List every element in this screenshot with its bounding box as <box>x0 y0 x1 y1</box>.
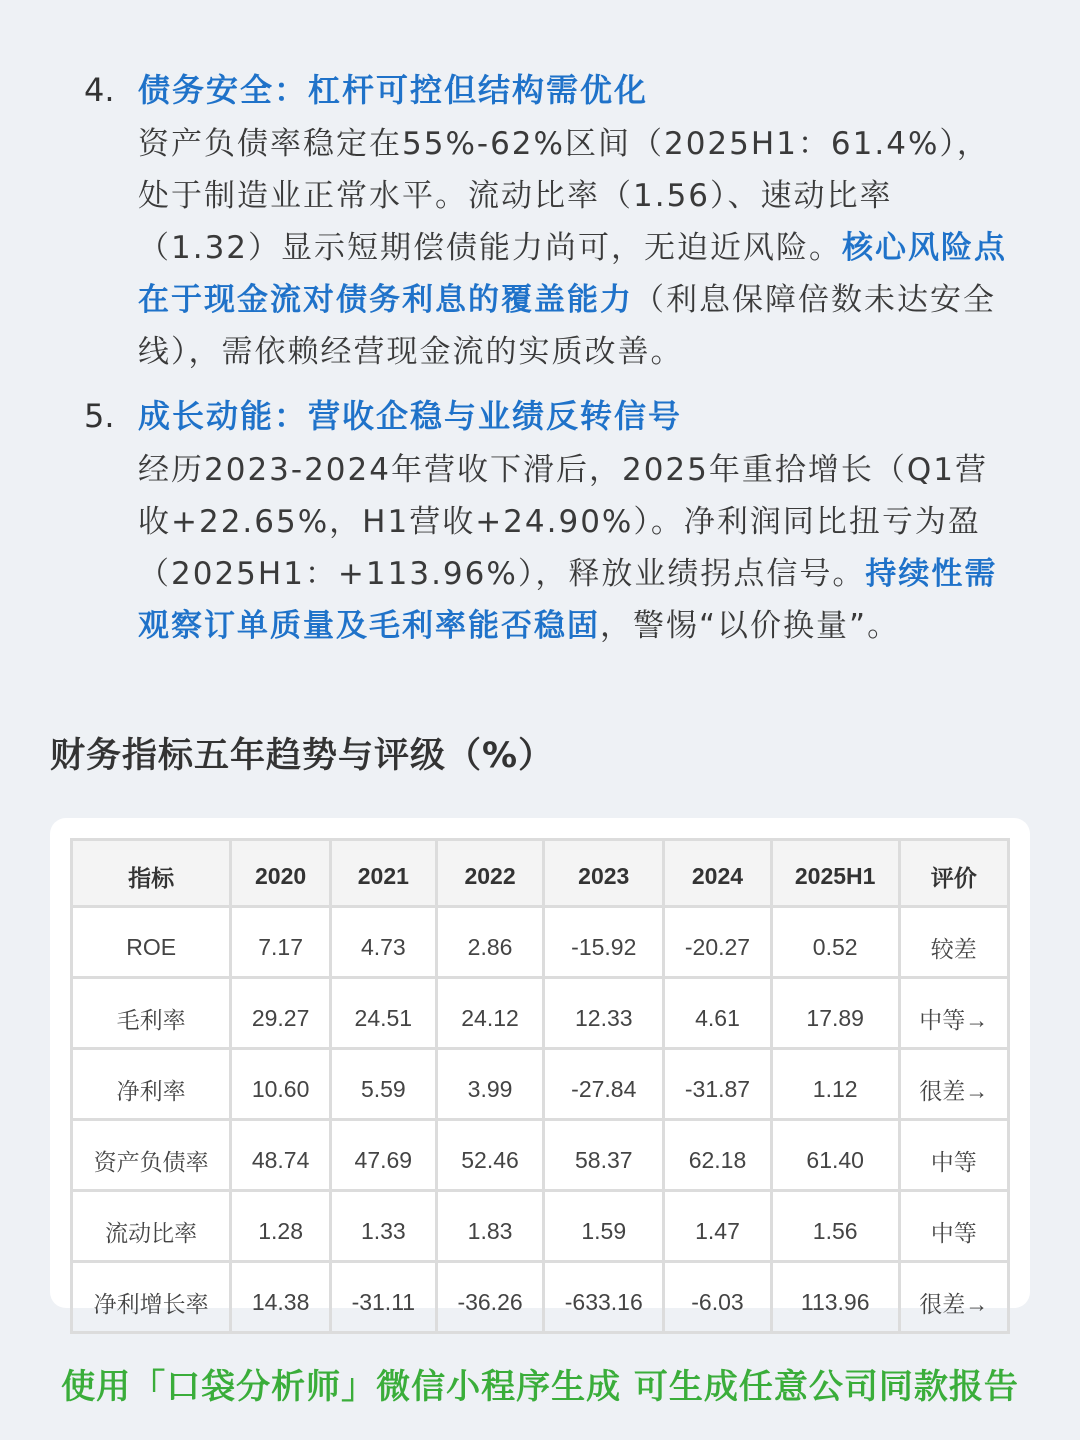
table-cell: 很差→ <box>899 1262 1008 1333</box>
table-cell: -31.11 <box>330 1262 436 1333</box>
table-cell: 14.38 <box>231 1262 331 1333</box>
header-cell: 指标 <box>72 840 231 907</box>
table-cell: 很差→ <box>899 1049 1008 1120</box>
table-cell: 流动比率 <box>72 1191 231 1262</box>
table-cell: 10.60 <box>231 1049 331 1120</box>
header-cell: 2020 <box>231 840 331 907</box>
table-cell: 12.33 <box>544 978 664 1049</box>
table-cell: 0.52 <box>771 907 899 978</box>
header-cell: 2025H1 <box>771 840 899 907</box>
table-row <box>72 1262 1009 1333</box>
table-cell: 净利率 <box>72 1049 231 1120</box>
table-row <box>72 907 1009 978</box>
body-text: 经历2023-2024年营收下滑后，2025年重拾增长（Q1营收+22.65%，H1营收+24.90%）。净利润同比扭亏为盈（2025H1：+113.96%），释放业绩拐点信号。 <box>138 452 988 592</box>
table-header-row <box>72 840 1009 907</box>
table-cell: 61.40 <box>771 1120 899 1191</box>
table-cell: 较差 <box>899 907 1008 978</box>
section-heading: 成长动能：营收企稳与业绩反转信号 <box>138 397 683 435</box>
table-cell: 113.96 <box>771 1262 899 1333</box>
body-text: ，警惕“以价换量”。 <box>600 608 901 644</box>
table-cell: 1.33 <box>330 1191 436 1262</box>
table-cell: -20.27 <box>664 907 772 978</box>
table-cell: 中等 <box>899 1120 1008 1191</box>
header-cell: 2022 <box>436 840 544 907</box>
body-highlight: 持续性需观察订单质量及毛利率能否稳固 <box>138 556 998 644</box>
table-cell: 4.61 <box>664 978 772 1049</box>
table-cell: 1.56 <box>771 1191 899 1262</box>
header-cell: 2021 <box>330 840 436 907</box>
table-cell: 29.27 <box>231 978 331 1049</box>
footer-promo: 使用「口袋分析师」微信小程序生成 可生成任意公司同款报告 <box>61 1367 1019 1407</box>
header-cell: 评价 <box>899 840 1008 907</box>
table-cell: 1.47 <box>664 1191 772 1262</box>
table-cell: 48.74 <box>231 1120 331 1191</box>
table-cell: -15.92 <box>544 907 664 978</box>
table-cell: 24.51 <box>330 978 436 1049</box>
body-text: （利息保障倍数未达安全线），需依赖经营现金流的实质改善。 <box>138 282 996 370</box>
table-cell: 24.12 <box>436 978 544 1049</box>
table-cell: 1.12 <box>771 1049 899 1120</box>
section-number: 5. <box>84 397 115 435</box>
table-cell: 7.17 <box>231 907 331 978</box>
table-cell: 5.59 <box>330 1049 436 1120</box>
header-cell: 2024 <box>664 840 772 907</box>
table-row <box>72 978 1009 1049</box>
table-cell: 3.99 <box>436 1049 544 1120</box>
body-text: 资产负债率稳定在55%-62%区间（2025H1：61.4%），处于制造业正常水平。流动比率（1.56）、速动比率（1.32）显示短期偿债能力尚可，无迫近风险。 <box>138 126 990 266</box>
table-cell: 毛利率 <box>72 978 231 1049</box>
table-cell: 1.83 <box>436 1191 544 1262</box>
section-body <box>138 118 1008 378</box>
section-number: 4. <box>84 71 115 109</box>
table-cell: 4.73 <box>330 907 436 978</box>
financial-table <box>70 838 1010 1334</box>
body-highlight: 核心风险点在于现金流对债务利息的覆盖能力 <box>138 230 1008 318</box>
table-cell: 62.18 <box>664 1120 772 1191</box>
table-cell: -36.26 <box>436 1262 544 1333</box>
table-cell: 52.46 <box>436 1120 544 1191</box>
section-body <box>138 444 1008 652</box>
table-cell: 资产负债率 <box>72 1120 231 1191</box>
table-row <box>72 1191 1009 1262</box>
table-title: 财务指标五年趋势与评级（%） <box>50 736 555 776</box>
table-cell: 1.59 <box>544 1191 664 1262</box>
table-cell: 58.37 <box>544 1120 664 1191</box>
table-cell: -633.16 <box>544 1262 664 1333</box>
table-cell: 2.86 <box>436 907 544 978</box>
header-cell: 2023 <box>544 840 664 907</box>
table-row <box>72 1120 1009 1191</box>
table-cell: 47.69 <box>330 1120 436 1191</box>
table-cell: 净利增长率 <box>72 1262 231 1333</box>
table-row <box>72 1049 1009 1120</box>
table-cell: 1.28 <box>231 1191 331 1262</box>
table-card <box>50 818 1030 1317</box>
table-cell: ROE <box>72 907 231 978</box>
table-cell: -6.03 <box>664 1262 772 1333</box>
table-cell: 17.89 <box>771 978 899 1049</box>
table-cell: -31.87 <box>664 1049 772 1120</box>
table-cell: -27.84 <box>544 1049 664 1120</box>
table-cell: 中等→ <box>899 978 1008 1049</box>
section-heading: 债务安全：杠杆可控但结构需优化 <box>138 71 649 109</box>
table-cell: 中等 <box>899 1191 1008 1262</box>
